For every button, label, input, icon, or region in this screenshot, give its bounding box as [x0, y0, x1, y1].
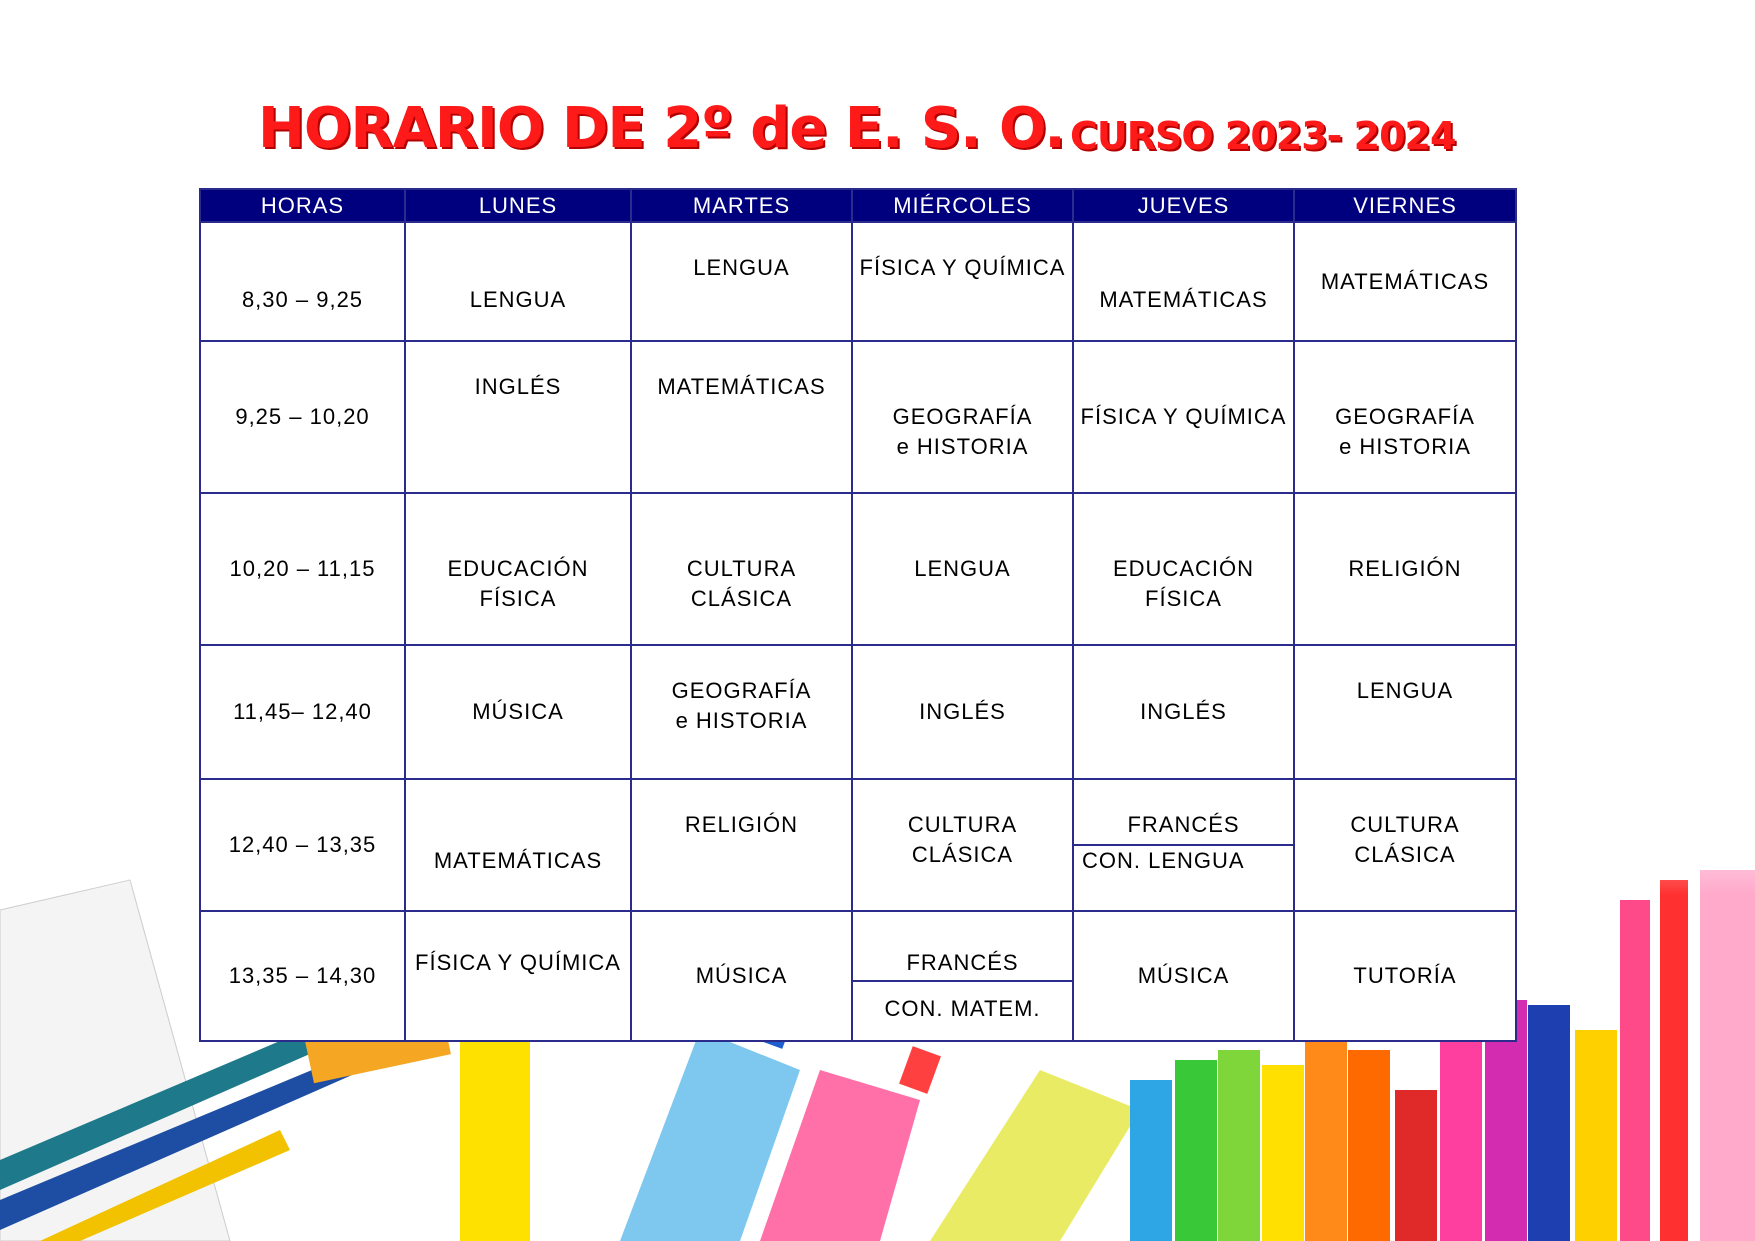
schedule-cell: LENGUA [1294, 645, 1516, 779]
schedule-cell: MÚSICA [631, 911, 852, 1041]
schedule-cell: EDUCACIÓN FÍSICA [1073, 493, 1294, 645]
hour-cell: 8,30 – 9,25 [200, 222, 405, 341]
header-viernes: VIERNES [1294, 189, 1516, 222]
schedule-cell: RELIGIÓN [1294, 493, 1516, 645]
title-bar [0, 96, 1755, 166]
schedule-cell: MÚSICA [405, 645, 631, 779]
table-row [200, 341, 1516, 493]
schedule-cell: CULTURA CLÁSICA [852, 779, 1073, 911]
schedule-cell: CULTURA CLÁSICA [631, 493, 852, 645]
schedule-cell-top: FRANCÉS [1074, 780, 1293, 846]
schedule-cell: FÍSICA Y QUÍMICA [405, 911, 631, 1041]
page-title: HORARIO DE 2º de E. S. O. [258, 96, 1065, 161]
schedule-cell: GEOGRAFÍA e HISTORIA [631, 645, 852, 779]
schedule-cell: MÚSICA [1073, 911, 1294, 1041]
schedule-cell: FÍSICA Y QUÍMICA [852, 222, 1073, 341]
table-row [200, 645, 1516, 779]
schedule-cell: TUTORÍA [1294, 911, 1516, 1041]
hour-cell: 13,35 – 14,30 [200, 911, 405, 1041]
schedule-cell: INGLÉS [852, 645, 1073, 779]
split-cell-jueves [1073, 779, 1294, 911]
table-row [200, 493, 1516, 645]
hour-cell: 9,25 – 10,20 [200, 341, 405, 493]
schedule-cell: INGLÉS [405, 341, 631, 493]
schedule-cell: CULTURA CLÁSICA [1294, 779, 1516, 911]
schedule-cell-bottom: CON. LENGUA [1082, 848, 1245, 873]
schedule-cell: MATEMÁTICAS [405, 779, 631, 911]
header-martes: MARTES [631, 189, 852, 222]
schedule-cell: LENGUA [631, 222, 852, 341]
schedule-cell: MATEMÁTICAS [1294, 222, 1516, 341]
header-horas: HORAS [200, 189, 405, 222]
schedule-cell: EDUCACIÓN FÍSICA [405, 493, 631, 645]
schedule-cell: MATEMÁTICAS [631, 341, 852, 493]
schedule-cell: GEOGRAFÍA e HISTORIA [1294, 341, 1516, 493]
header-jueves: JUEVES [1073, 189, 1294, 222]
schedule-cell: MATEMÁTICAS [1073, 222, 1294, 341]
schedule-cell-top: FRANCÉS [853, 912, 1072, 982]
header-miercoles: MIÉRCOLES [852, 189, 1073, 222]
split-cell-miercoles [852, 911, 1073, 1041]
schedule-cell: GEOGRAFÍA e HISTORIA [852, 341, 1073, 493]
schedule-cell: FÍSICA Y QUÍMICA [1073, 341, 1294, 493]
schedule-table [199, 188, 1517, 1042]
table-row [200, 779, 1516, 911]
hour-cell: 11,45– 12,40 [200, 645, 405, 779]
schedule-cell: RELIGIÓN [631, 779, 852, 911]
schedule-cell-bottom: CON. MATEM. [884, 996, 1041, 1021]
header-row [200, 189, 1516, 222]
header-lunes: LUNES [405, 189, 631, 222]
schedule-cell: LENGUA [405, 222, 631, 341]
course-year: CURSO 2023- 2024 [1070, 114, 1456, 158]
hour-cell: 10,20 – 11,15 [200, 493, 405, 645]
schedule-cell: INGLÉS [1073, 645, 1294, 779]
schedule-cell: LENGUA [852, 493, 1073, 645]
table-row [200, 911, 1516, 1041]
table-row [200, 222, 1516, 341]
hour-cell: 12,40 – 13,35 [200, 779, 405, 911]
